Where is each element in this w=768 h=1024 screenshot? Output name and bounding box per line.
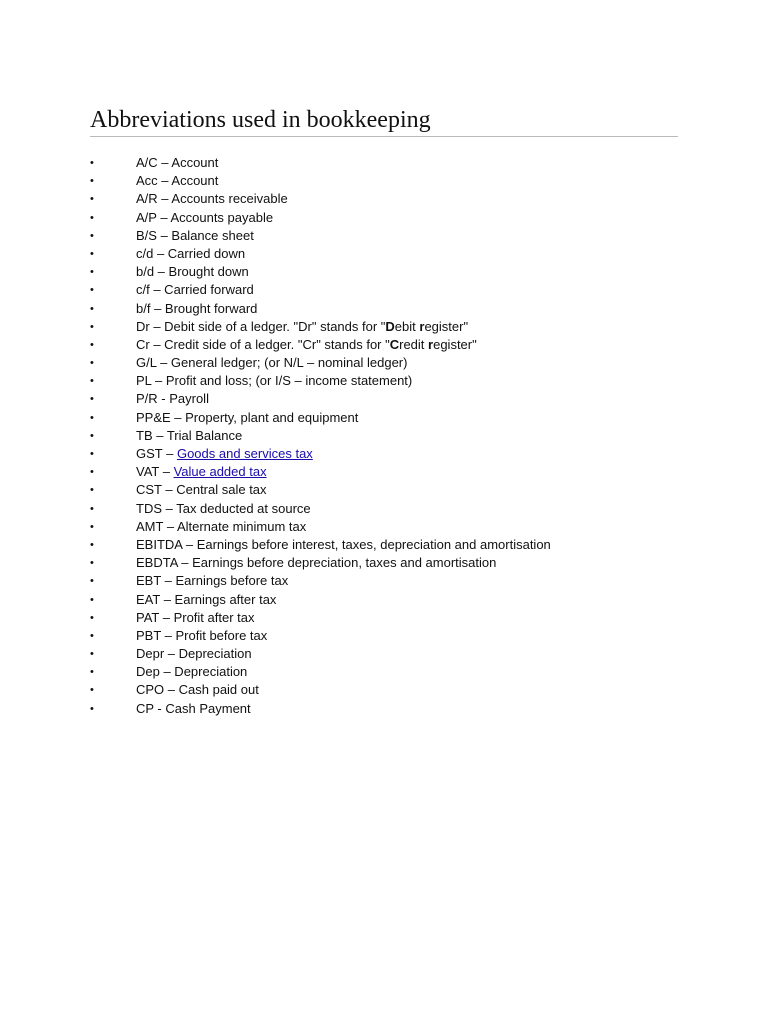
bullet-icon: • [90, 575, 94, 588]
page-title: Abbreviations used in bookkeeping [90, 106, 678, 137]
list-item-text [136, 210, 273, 225]
bullet-icon: • [90, 538, 94, 551]
bullet-icon: • [90, 357, 94, 370]
bullet-icon: • [90, 193, 94, 206]
text-segment: Dep – Depreciation [136, 664, 248, 680]
bullet-icon: • [90, 302, 94, 315]
list-item [90, 463, 690, 481]
text-segment: PAT – Profit after tax [136, 609, 255, 625]
bullet-icon: • [90, 157, 94, 169]
text-segment: Depr – Depreciation [136, 646, 252, 662]
list-item [90, 681, 690, 699]
bullet-icon: • [90, 448, 94, 460]
list-item [90, 281, 690, 299]
bullet-icon: • [90, 466, 94, 479]
list-item-text [136, 501, 311, 516]
emphasized-letter: r [419, 318, 425, 334]
bullet-icon: • [90, 484, 94, 497]
list-item [90, 663, 690, 681]
list-item [90, 245, 690, 263]
list-item-text [136, 519, 306, 534]
list-item [90, 263, 690, 281]
text-segment: GST – [136, 446, 177, 461]
text-segment: redit [399, 336, 429, 352]
text-segment: b/d – Brought down [136, 264, 249, 280]
list-item [90, 372, 690, 390]
list-item-text [136, 373, 412, 388]
text-segment: c/d – Carried down [136, 245, 246, 261]
list-item [90, 481, 690, 499]
text-segment: EBT – Earnings before tax [136, 573, 289, 589]
list-item-text [136, 173, 218, 188]
list-item-text [136, 646, 252, 661]
bullet-icon: • [90, 375, 94, 388]
list-item-text [136, 319, 468, 334]
list-item [90, 300, 690, 318]
list-item-text [136, 282, 254, 297]
text-segment: EBITDA – Earnings before interest, taxes, depreciation and amortisation [136, 536, 551, 552]
list-item-text [136, 464, 267, 479]
list-item-text [136, 264, 249, 279]
list-item [90, 154, 690, 172]
bullet-icon: • [90, 684, 94, 697]
text-segment: P/R - Payroll [136, 391, 209, 407]
list-item [90, 190, 690, 208]
list-item [90, 318, 690, 336]
bullet-icon: • [90, 557, 94, 570]
text-segment: PP&E – Property, plant and equipment [136, 409, 359, 425]
text-segment: CST – Central sale tax [136, 482, 267, 498]
bullet-icon: • [90, 266, 94, 279]
bullet-icon: • [90, 211, 94, 224]
list-item [90, 172, 690, 190]
term-link[interactable]: Value added tax [173, 464, 267, 480]
bullet-icon: • [90, 629, 94, 642]
text-segment: A/P – Accounts payable [136, 209, 274, 225]
bullet-icon: • [90, 666, 94, 679]
list-item-text [136, 682, 259, 697]
term-link[interactable]: Goods and services tax [176, 446, 313, 461]
list-item-text [136, 337, 477, 352]
list-item [90, 700, 690, 718]
text-segment: egister" [433, 336, 477, 352]
list-item-text [136, 410, 358, 425]
list-item-text [136, 191, 288, 206]
text-segment: ebit [394, 318, 420, 334]
text-segment: TB – Trial Balance [136, 427, 243, 443]
text-segment: PL – Profit and loss; (or I/S – income statement) [136, 373, 413, 389]
bullet-icon: • [90, 175, 94, 188]
bullet-icon: • [90, 320, 94, 333]
text-segment: CPO – Cash paid out [136, 682, 259, 698]
list-item-text [136, 155, 218, 170]
emphasized-letter: D [385, 318, 395, 334]
text-segment: egister" [424, 318, 469, 334]
list-item-text [136, 482, 267, 497]
list-item [90, 500, 690, 518]
list-item [90, 227, 690, 245]
list-item-text [136, 355, 407, 370]
list-item-text [136, 428, 242, 443]
bullet-icon: • [90, 702, 94, 715]
list-item-text [136, 573, 288, 588]
emphasized-letter: C [389, 336, 400, 352]
list-item-text [136, 592, 276, 607]
text-segment: A/R – Accounts receivable [136, 191, 288, 207]
text-segment: G/L – General ledger; (or N/L – nominal ledger) [136, 355, 408, 371]
list-item-text [136, 701, 251, 716]
text-segment: B/S – Balance sheet [136, 227, 254, 243]
list-item [90, 645, 690, 663]
text-segment: CP - Cash Payment [136, 700, 251, 716]
text-segment: EAT – Earnings after tax [136, 591, 277, 607]
bullet-icon: • [90, 520, 94, 533]
list-item [90, 609, 690, 627]
list-item [90, 390, 690, 408]
list-item [90, 427, 690, 445]
text-segment: PBT – Profit before tax [136, 627, 268, 643]
list-item-text [136, 610, 255, 625]
list-item [90, 445, 690, 463]
text-segment: Dr – Debit side of a ledger. "Dr" stands for " [136, 318, 386, 334]
bullet-icon: • [90, 648, 94, 661]
list-item-text [136, 537, 551, 552]
list-item [90, 554, 690, 572]
list-item [90, 591, 690, 609]
bullet-icon: • [90, 411, 94, 424]
text-segment: TDS – Tax deducted at source [136, 500, 311, 516]
list-item-text [136, 228, 254, 243]
text-segment: b/f – Brought forward [136, 300, 258, 316]
list-item [90, 409, 690, 427]
text-segment: c/f – Carried forward [136, 282, 254, 298]
list-item [90, 336, 690, 354]
list-item-text [136, 301, 257, 316]
emphasized-letter: r [428, 336, 434, 352]
text-segment: Acc – Account [136, 173, 219, 189]
list-item-text [136, 246, 245, 261]
text-segment: Cr – Credit side of a ledger. "Cr" stands for " [136, 336, 390, 352]
list-item [90, 536, 690, 554]
list-item-text [136, 391, 209, 406]
bullet-icon: • [90, 611, 94, 624]
text-segment: VAT – [136, 464, 174, 480]
list-item [90, 354, 690, 372]
list-item [90, 627, 690, 645]
bullet-icon: • [90, 593, 94, 606]
bullet-icon: • [90, 247, 94, 260]
list-item-text [136, 664, 247, 679]
text-segment: EBDTA – Earnings before depreciation, taxes and amortisation [136, 555, 497, 571]
list-item [90, 572, 690, 590]
bullet-icon: • [90, 502, 94, 515]
list-item-text [136, 555, 496, 570]
bullet-icon: • [90, 393, 94, 406]
text-segment: A/C – Account [136, 155, 219, 170]
bullet-icon: • [90, 338, 94, 351]
list-item [90, 518, 690, 536]
text-segment: AMT – Alternate minimum tax [136, 518, 307, 534]
bullet-icon: • [90, 429, 94, 442]
list-item [90, 209, 690, 227]
list-item-text [136, 628, 267, 643]
bullet-icon: • [90, 229, 94, 242]
list-item-text [136, 446, 313, 461]
bullet-icon: • [90, 284, 94, 297]
abbreviation-list [90, 154, 690, 718]
